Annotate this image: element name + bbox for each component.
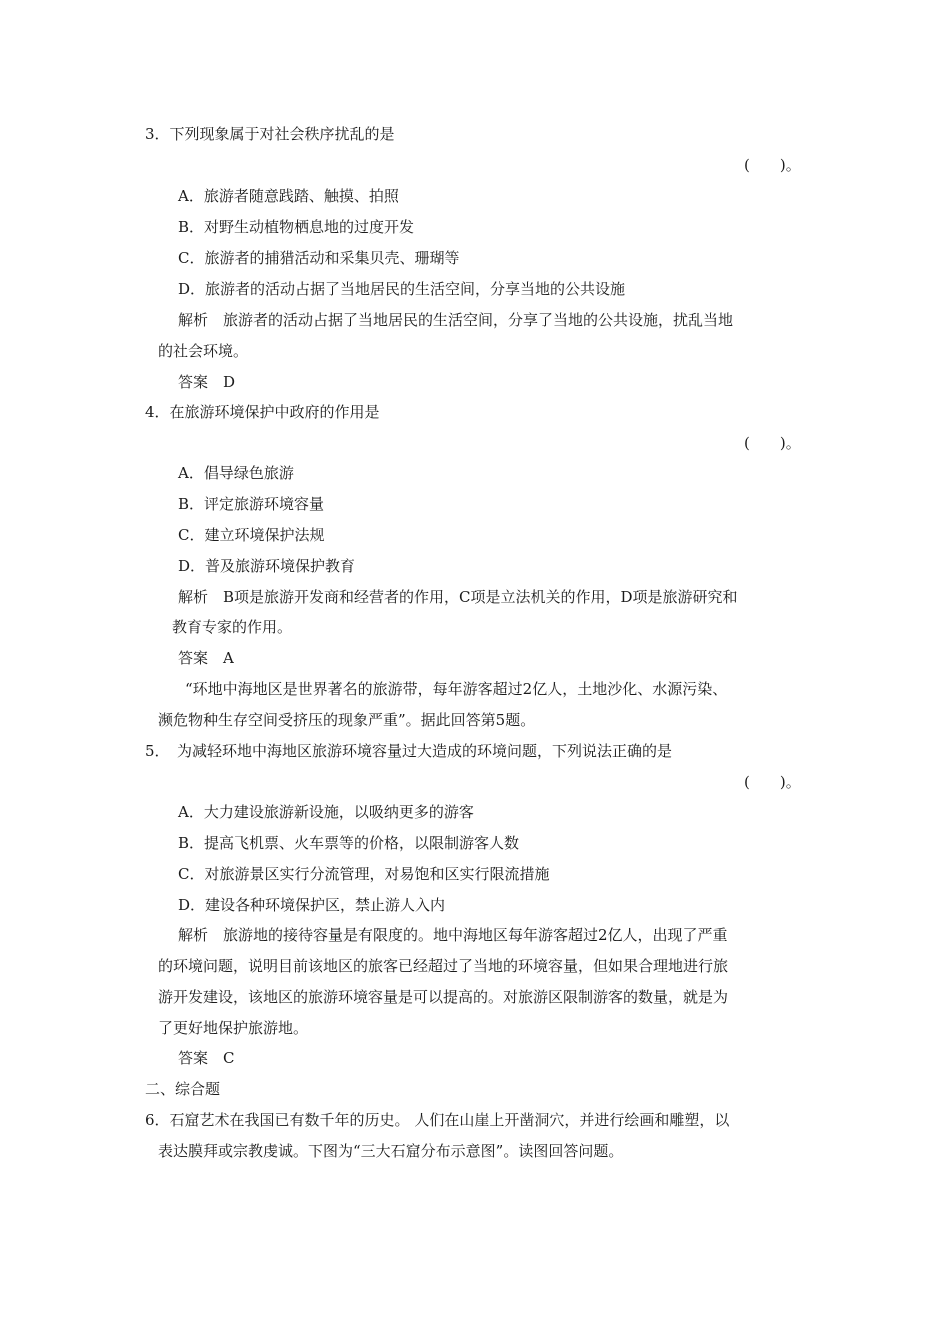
option-c: C．建立环境保护法规 bbox=[178, 526, 325, 544]
option-c: C．旅游者的捕猎活动和采集贝壳、珊瑚等 bbox=[178, 249, 460, 267]
answer-blank: ( )。 bbox=[744, 156, 801, 174]
option-c: C．对旅游景区实行分流管理，对易饱和区实行限流措施 bbox=[178, 865, 550, 883]
option-d: D．建设各种环境保护区，禁止游人入内 bbox=[178, 896, 446, 914]
answer-line: 答案 C bbox=[178, 1049, 235, 1067]
option-b: B．对野生动植物栖息地的过度开发 bbox=[178, 218, 415, 236]
question-6-stem: 6．石窟艺术在我国已有数千年的历史。 人们在山崖上开凿洞穴，并进行绘画和雕塑，以 bbox=[145, 1111, 730, 1129]
analysis-line: 了更好地保护旅游地。 bbox=[158, 1019, 309, 1037]
analysis-line: 解析 B项是旅游开发商和经营者的作用，C项是立法机关的作用，D项是旅游研究和 bbox=[178, 588, 738, 606]
passage-line: 濒危物种生存空间受挤压的现象严重”。据此回答第5题。 bbox=[158, 711, 536, 729]
question-5-stem: 5． 为减轻环地中海地区旅游环境容量过大造成的环境问题，下列说法正确的是 bbox=[145, 742, 673, 760]
answer-blank: ( )。 bbox=[744, 773, 801, 791]
question-4-stem: 4．在旅游环境保护中政府的作用是 bbox=[145, 403, 380, 421]
option-d: D．普及旅游环境保护教育 bbox=[178, 557, 356, 575]
analysis-line: 解析 旅游者的活动占据了当地居民的生活空间，分享了当地的公共设施，扰乱当地 bbox=[178, 311, 734, 329]
option-b: B．提高飞机票、火车票等的价格，以限制游客人数 bbox=[178, 834, 520, 852]
question-6-stem-cont: 表达膜拜或宗教虔诚。下图为“三大石窟分布示意图”。读图回答问题。 bbox=[158, 1142, 624, 1160]
option-a: A．大力建设旅游新设施，以吸纳更多的游客 bbox=[178, 803, 474, 821]
answer-line: 答案 A bbox=[178, 649, 234, 667]
analysis-line: 的环境问题，说明目前该地区的旅客已经超过了当地的环境容量，但如果合理地进行旅 bbox=[158, 957, 729, 975]
passage-line: “环地中海地区是世界著名的旅游带，每年游客超过2亿人，土地沙化、水源污染、 bbox=[185, 680, 728, 698]
section-heading: 二、综合题 bbox=[145, 1080, 221, 1098]
option-a: A．旅游者随意践踏、触摸、拍照 bbox=[178, 187, 399, 205]
analysis-line: 的社会环境。 bbox=[158, 342, 249, 360]
option-b: B．评定旅游环境容量 bbox=[178, 495, 325, 513]
analysis-line: 解析 旅游地的接待容量是有限度的。地中海地区每年游客超过2亿人，出现了严重 bbox=[178, 926, 728, 944]
question-3-stem: 3．下列现象属于对社会秩序扰乱的是 bbox=[145, 125, 395, 143]
option-a: A．倡导绿色旅游 bbox=[178, 464, 294, 482]
option-d: D．旅游者的活动占据了当地居民的生活空间，分享当地的公共设施 bbox=[178, 280, 626, 298]
analysis-line: 游开发建设，该地区的旅游环境容量是可以提高的。对旅游区限制游客的数量，就是为 bbox=[158, 988, 729, 1006]
answer-line: 答案 D bbox=[178, 373, 236, 391]
answer-blank: ( )。 bbox=[744, 434, 801, 452]
analysis-line: 教育专家的作用。 bbox=[172, 618, 293, 636]
